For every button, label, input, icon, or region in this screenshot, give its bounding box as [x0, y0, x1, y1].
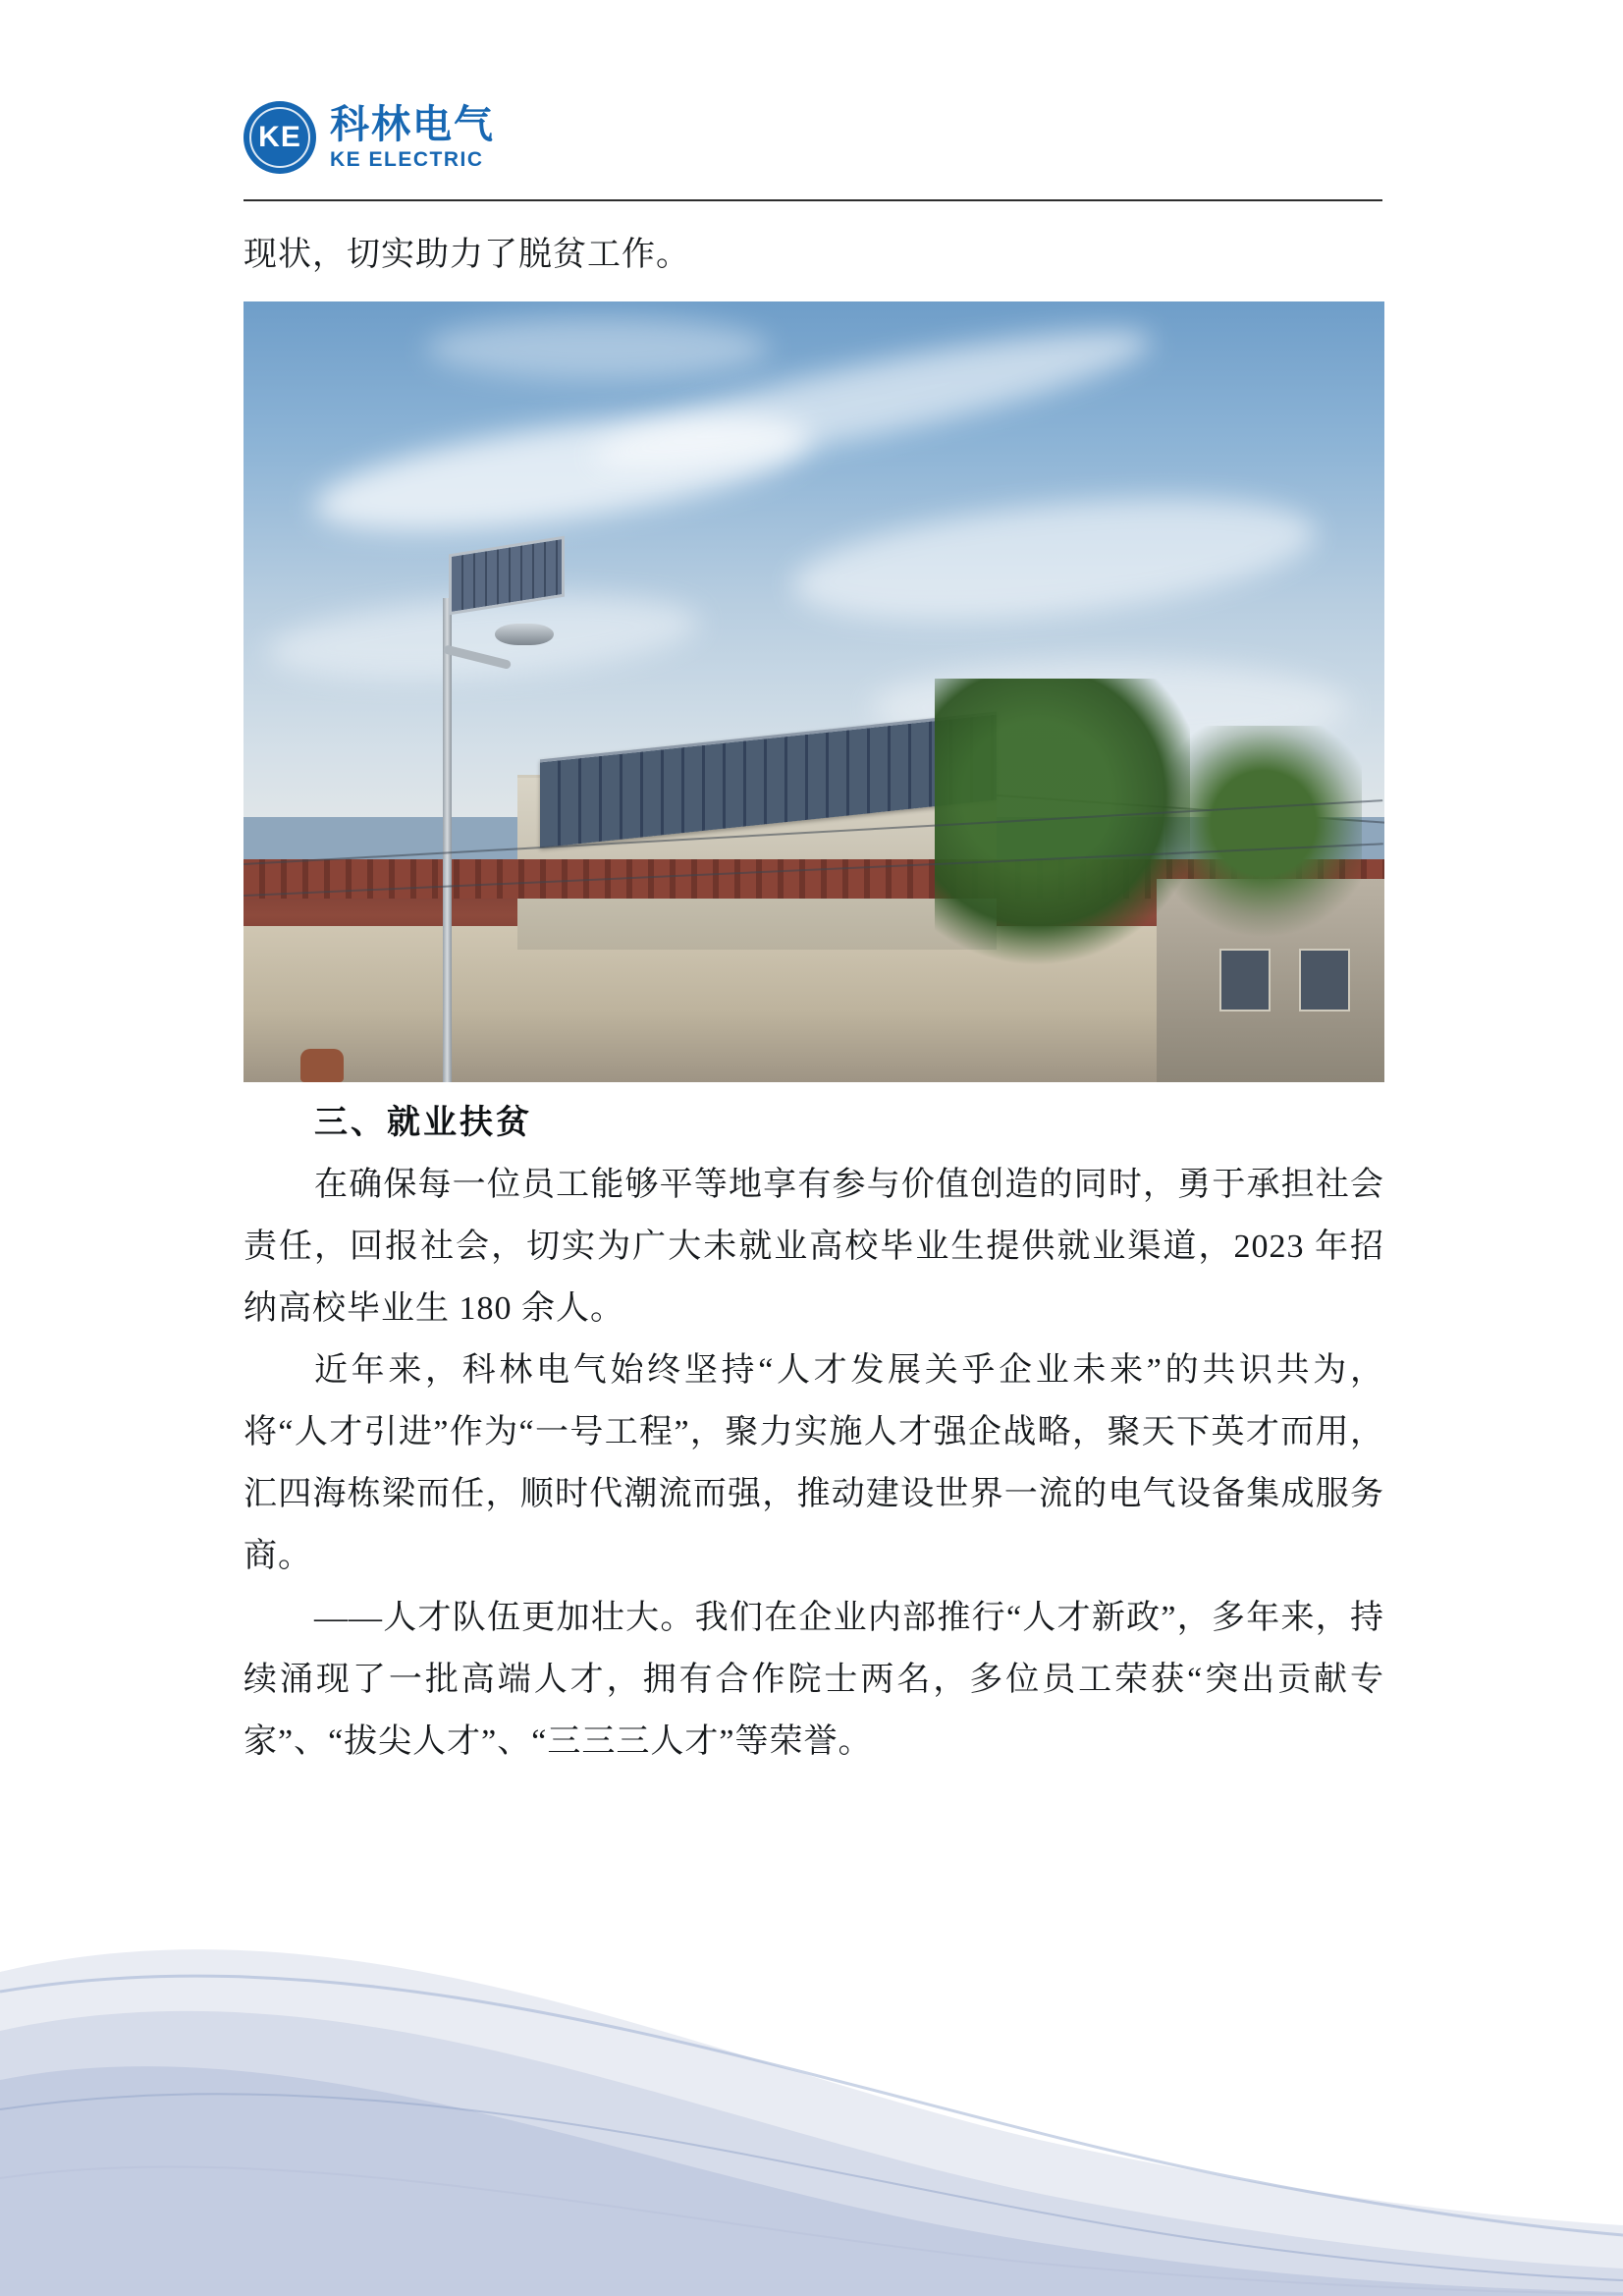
paragraph-employment-1: 在确保每一位员工能够平等地享有参与价值创造的同时，勇于承担社会责任，回报社会，切实为广大未就业高校毕业生提供就业渠道，2023 年招纳高校毕业生 180 余人。	[243, 1167, 1384, 1327]
photo-tree	[1165, 726, 1362, 942]
footer-wave-decoration	[0, 1785, 1623, 2296]
paragraph-employment-2: 近年来，科林电气始终坚持“人才发展关乎企业未来”的共识共为，将“人才引进”作为“一号工程”，聚力实施人才强企战略，聚天下英才而用，汇四海栋梁而任，顺时代潮流而强，推动建设世界一流的电气设备集成服务商。	[243, 1352, 1384, 1574]
street-lamp-pole	[443, 598, 452, 1082]
brand-text	[330, 104, 495, 171]
photo-window	[1219, 949, 1271, 1011]
paragraph-continued: 现状，切实助力了脱贫工作。	[243, 237, 690, 273]
photo-clay-pot	[300, 1049, 344, 1082]
paragraph-employment-3: ——人才队伍更加壮大。我们在企业内部推行“人才新政”，多年来，持续涌现了一批高端人才，拥有合作院士两名，多位员工荣获“突出贡献专家”、“拔尖人才”、“三三三人才”等荣誉。	[243, 1600, 1384, 1760]
brand-name-en: KE ELECTRIC	[330, 147, 484, 171]
page-content	[243, 224, 1384, 1773]
page-header	[243, 93, 1382, 206]
brand-logo	[243, 93, 1382, 182]
photo-window	[1299, 949, 1350, 1011]
street-lamp-head	[495, 624, 554, 645]
brand-name-cn: 科林电气	[330, 102, 495, 146]
logo-mark-label: KE	[258, 121, 301, 153]
header-divider	[243, 199, 1382, 201]
cloud-shape	[426, 317, 769, 380]
photo-rooftop-solar	[243, 301, 1384, 1082]
photo-tree	[935, 679, 1190, 973]
section-heading-employment: 三、就业扶贫	[314, 1104, 532, 1141]
ke-logo-icon	[243, 101, 316, 174]
